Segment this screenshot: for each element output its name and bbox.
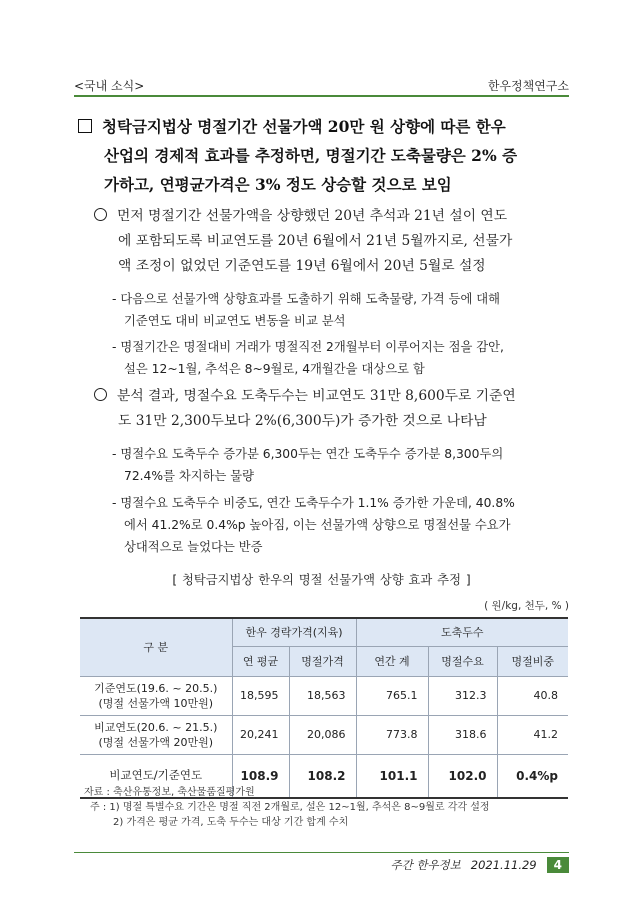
dash1-line-1: - 다음으로 선물가액 상향효과를 도출하기 위해 도축물량, 가격 등에 대해 xyxy=(112,292,501,306)
dash4-line-3: 상대적으로 늘었다는 반증 xyxy=(124,540,263,554)
table-cell: 108.9 xyxy=(232,754,289,798)
row-label-period: 비교연도(20.6. ~ 21.5.) xyxy=(94,720,218,734)
dash-item-4 xyxy=(112,492,569,558)
dash4-line-1: - 명절수요 도축두수 비중도, 연간 도축두수가 1.1% 증가한 가운데, 40.8% xyxy=(112,496,515,510)
dash-item-2 xyxy=(112,336,569,380)
table-cell: 18,595 xyxy=(232,676,289,715)
table-cell: 18,563 xyxy=(289,676,356,715)
circle-bullet-icon xyxy=(94,388,107,401)
header-divider xyxy=(74,95,569,97)
col-header: 연 평균 xyxy=(232,646,289,676)
bullet1-line-2: 에 포함되도록 비교연도를 20년 6월에서 21년 5월까지로, 선물가 xyxy=(118,233,513,249)
footer-divider xyxy=(74,852,569,853)
dash3-line-1: - 명절수요 도축두수 증가분 6,300두는 연간 도축두수 증가분 8,300두의 xyxy=(112,447,504,461)
row-label: 비교연도/기준연도 xyxy=(80,754,232,798)
page-number: 4 xyxy=(547,857,569,873)
bullet2-line-2: 도 31만 2,300두보다 2%(6,300두)가 증가한 것으로 나타남 xyxy=(118,413,487,429)
dash4-line-2: 에서 41.2%로 0.4%p 높아짐, 이는 선물가액 상향으로 명절선물 수요가 xyxy=(124,518,511,532)
table-cell: 773.8 xyxy=(356,715,428,754)
org-name: 한우정책연구소 xyxy=(487,79,569,93)
table-cell: 40.8 xyxy=(497,676,568,715)
bullet-paragraph-1 xyxy=(94,204,569,279)
col-header: 명절수요 xyxy=(428,646,497,676)
table-unit-note: ( 원/kg, 천두, % ) xyxy=(484,600,569,612)
page-header xyxy=(74,74,569,94)
col-header: 명절가격 xyxy=(289,646,356,676)
table-cell: 108.2 xyxy=(289,754,356,798)
row-label-period: 기준연도(19.6. ~ 20.5.) xyxy=(94,681,218,695)
row-label-gift: (명절 선물가액 20만원) xyxy=(98,735,214,749)
slaughter-group-header: 도축두수 xyxy=(356,618,568,646)
dash2-line-1: - 명절기간은 명절대비 거래가 명절직전 2개월부터 이루어지는 점을 감안, xyxy=(112,340,504,354)
dash1-line-2: 기준연도 대비 비교연도 변동을 비교 분석 xyxy=(124,314,346,328)
dash3-line-2: 72.4%를 차지하는 물량 xyxy=(124,469,255,483)
bullet-paragraph-2 xyxy=(94,384,569,434)
table-cell: 41.2 xyxy=(497,715,568,754)
table-row xyxy=(80,715,568,754)
bullet1-line-3: 액 조정이 없었던 기준연도를 19년 6월에서 20년 5월로 설정 xyxy=(118,258,486,274)
headline-line-1: 청탁금지법상 명절기간 선물가액 20만 원 상향에 따른 한우 xyxy=(102,117,506,136)
table-cell: 20,241 xyxy=(232,715,289,754)
table-cell: 318.6 xyxy=(428,715,497,754)
circle-bullet-icon xyxy=(94,208,107,221)
table-cell: 765.1 xyxy=(356,676,428,715)
col-header: 연간 계 xyxy=(356,646,428,676)
table-cell: 101.1 xyxy=(356,754,428,798)
bullet2-line-1: 분석 결과, 명절수요 도축두수는 비교연도 31만 8,600두로 기준연 xyxy=(117,388,516,404)
page-footer xyxy=(390,857,569,873)
dash-item-1 xyxy=(112,288,569,332)
table-cell: 102.0 xyxy=(428,754,497,798)
data-table xyxy=(80,617,568,799)
price-group-header: 한우 경락가격(지육) xyxy=(232,618,356,646)
table-title: [ 청탁금지법상 한우의 명절 선물가액 상향 효과 추정 ] xyxy=(172,573,471,587)
issue-date: 2021.11.29 xyxy=(470,858,537,872)
square-bullet-icon xyxy=(78,119,92,133)
footnote-1: 주 : 1) 명절 특별수요 기간은 명절 직전 2개월로, 설은 12~1월, 추석은 8~9월로 각각 설정 xyxy=(90,802,490,813)
dash-item-3 xyxy=(112,443,569,487)
headline-line-2: 산업의 경제적 효과를 추정하면, 명절기간 도축물량은 2% 증 xyxy=(104,146,518,165)
source-note: 자료 : 축산유통정보, 축산물품질평가원 xyxy=(84,787,255,798)
headline xyxy=(78,112,569,199)
section-label: <국내 소식> xyxy=(74,79,145,93)
col-header: 명절비중 xyxy=(497,646,568,676)
table-cell: 312.3 xyxy=(428,676,497,715)
table-cell: 0.4%p xyxy=(497,754,568,798)
table-row xyxy=(80,676,568,715)
publication-name: 주간 한우정보 xyxy=(390,858,461,872)
footnote-2: 2) 가격은 평균 가격, 도축 두수는 대상 기간 합계 수치 xyxy=(113,817,349,828)
table-header-row xyxy=(80,618,568,646)
row-label-gift: (명절 선물가액 10만원) xyxy=(98,696,214,710)
footnotes xyxy=(84,785,490,830)
row-label xyxy=(80,715,232,754)
category-header: 구 분 xyxy=(80,618,232,676)
bullet1-line-1: 먼저 명절기간 선물가액을 상향했던 20년 추석과 21년 설이 연도 xyxy=(117,208,508,224)
dash2-line-2: 설은 12~1월, 추석은 8~9월로, 4개월간을 대상으로 함 xyxy=(124,362,425,376)
table-cell: 20,086 xyxy=(289,715,356,754)
row-label xyxy=(80,676,232,715)
headline-line-3: 가하고, 연평균가격은 3% 정도 상승할 것으로 보임 xyxy=(104,175,452,194)
